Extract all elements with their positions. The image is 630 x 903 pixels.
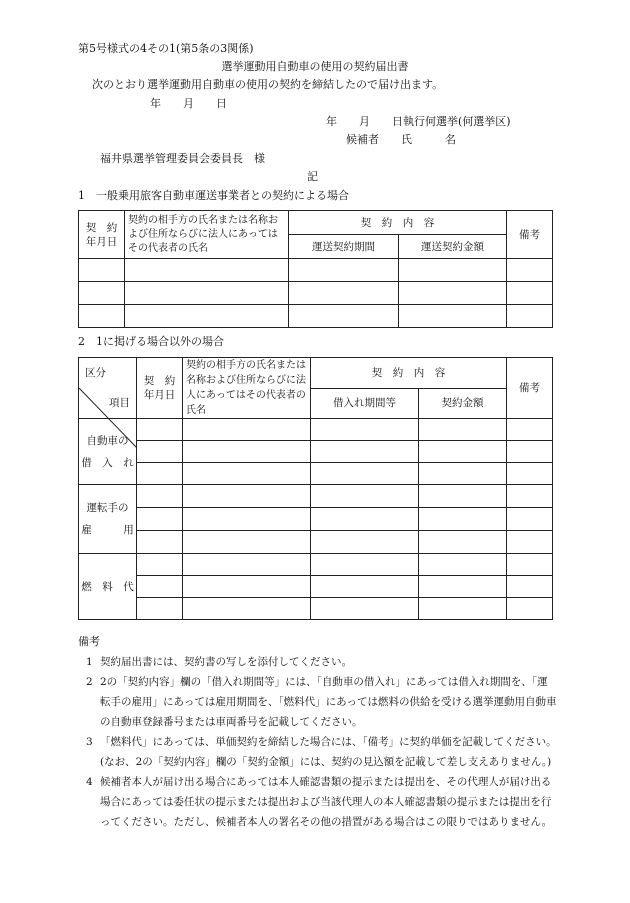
addressee: 福井県選挙管理委員会委員長 様 (100, 152, 265, 165)
cell[interactable] (419, 508, 507, 531)
s2-header-content: 契 約 内 容 (311, 358, 507, 389)
cell[interactable] (183, 419, 311, 441)
note-text: 契約届出書には、契約書の写しを添付してください。 (100, 656, 352, 668)
cell[interactable] (311, 598, 419, 620)
cell[interactable] (183, 485, 311, 508)
table-row (79, 485, 553, 508)
s1-header-period: 運送契約期間 (289, 235, 399, 259)
cell[interactable] (125, 259, 289, 282)
note-number: 2 (86, 676, 93, 688)
cell[interactable] (311, 554, 419, 576)
cell[interactable] (507, 485, 553, 508)
cell[interactable] (137, 419, 183, 441)
cell[interactable] (507, 576, 553, 598)
cell[interactable] (137, 508, 183, 531)
table-row (79, 305, 553, 328)
s1-header-amount: 運送契約金額 (399, 235, 507, 259)
cell[interactable] (311, 485, 419, 508)
cell[interactable] (507, 531, 553, 554)
note-item (78, 652, 558, 672)
cell[interactable] (137, 441, 183, 463)
election-line: 年 月 日執行何選挙(何選挙区) (326, 115, 511, 128)
cell[interactable] (419, 576, 507, 598)
section2-heading: 2 1に掲げる場合以外の場合 (78, 335, 224, 348)
cell[interactable] (311, 508, 419, 531)
cell[interactable] (419, 554, 507, 576)
cell[interactable] (399, 282, 507, 305)
cell[interactable] (183, 531, 311, 554)
cell[interactable] (419, 531, 507, 554)
cell[interactable] (137, 598, 183, 620)
cell[interactable] (419, 598, 507, 620)
table-row (79, 576, 553, 598)
cell[interactable] (183, 598, 311, 620)
cell[interactable] (137, 576, 183, 598)
intro-text: 次のとおり選挙運動用自動車の使用の契約を締結したので届け出ます。 (92, 78, 444, 91)
table-row (79, 259, 553, 282)
cell[interactable] (311, 441, 419, 463)
s1-header-party: 契約の相手方の氏名または名称および住所ならびに法人にあってはその代表者の氏名 (125, 211, 289, 259)
cell[interactable] (79, 282, 125, 305)
document-title: 選挙運動用自動車の使用の契約届出書 (221, 60, 409, 73)
note-number: 3 (86, 736, 93, 748)
cell[interactable] (399, 259, 507, 282)
cell[interactable] (507, 259, 553, 282)
cell[interactable] (137, 554, 183, 576)
cell[interactable] (507, 441, 553, 463)
note-text: 2の「契約内容」欄の「借入れ期間等」には、「自動車の借入れ」にあっては借入れ期間を、「運転手の雇用」にあっては雇用期間を、「燃料代」にあっては燃料の供給を受ける選挙運動用自動車の自動車登録番号または車両番号を記載してください。 (100, 676, 557, 728)
table-row (79, 419, 553, 441)
cell[interactable] (507, 508, 553, 531)
note-number: 1 (86, 656, 93, 668)
cell[interactable] (137, 485, 183, 508)
cell[interactable] (289, 259, 399, 282)
notes-list (78, 652, 558, 832)
cell[interactable] (419, 419, 507, 441)
table-row (79, 531, 553, 554)
s2-header-period: 借入れ期間等 (311, 388, 419, 419)
diag-item-label: 項目 (109, 397, 130, 409)
table-row (79, 508, 553, 531)
cell[interactable] (183, 554, 311, 576)
cell[interactable] (79, 259, 125, 282)
cell[interactable] (419, 441, 507, 463)
table-row (79, 282, 553, 305)
cell[interactable] (125, 305, 289, 328)
note-item (78, 672, 558, 732)
table-row (79, 463, 553, 485)
cell[interactable] (507, 554, 553, 576)
ki-marker: 記 (307, 170, 318, 183)
section2-table (78, 357, 553, 620)
note-item (78, 732, 558, 772)
s2-header-amount: 契約金額 (419, 388, 507, 419)
cell[interactable] (125, 282, 289, 305)
section1-table (78, 210, 553, 328)
s2-header-date: 契 約 年月日 (137, 358, 183, 419)
s2-header-remarks: 備考 (507, 358, 553, 419)
cell[interactable] (507, 598, 553, 620)
cell[interactable] (289, 305, 399, 328)
cell[interactable] (419, 463, 507, 485)
row-label-fuel: 燃 料 代 (79, 554, 137, 620)
cell[interactable] (137, 463, 183, 485)
section1-heading: 1 一般乗用旅客自動車運送事業者との契約による場合 (78, 189, 349, 202)
cell[interactable] (507, 419, 553, 441)
table-row (79, 598, 553, 620)
cell[interactable] (183, 508, 311, 531)
cell[interactable] (507, 282, 553, 305)
notes-heading: 備考 (78, 635, 100, 648)
submission-date: 年 月 日 (150, 97, 227, 110)
note-number: 4 (86, 776, 93, 788)
note-text: 「燃料代」にあっては、単価契約を締結した場合には、「備考」に契約単価を記載してください。(なお、2の「契約内容」欄の「契約金額」には、契約の見込額を記載して差し支えありません。) (100, 736, 557, 768)
cell[interactable] (183, 463, 311, 485)
diag-category-label: 区分 (85, 367, 106, 379)
cell[interactable] (311, 576, 419, 598)
row-label-driver: 運転手の 雇 用 (79, 485, 137, 554)
s1-header-remarks: 備考 (507, 211, 553, 259)
cell[interactable] (507, 305, 553, 328)
note-text: 候補者本人が届け出る場合にあっては本人確認書類の提示または提出を、その代理人が届け出る場合にあっては委任状の提示または提出および当該代理人の本人確認書類の提示または提出を行ってください。ただし、候補者本人の署名その他の措置がある場合はこの限りではありません。 (100, 776, 553, 828)
s2-diagonal-header (79, 358, 137, 419)
note-item (78, 772, 558, 832)
cell[interactable] (137, 531, 183, 554)
cell[interactable] (289, 282, 399, 305)
s1-header-date: 契 約 年月日 (79, 211, 125, 259)
s1-header-content: 契 約 内 容 (289, 211, 507, 235)
cell[interactable] (183, 441, 311, 463)
cell[interactable] (79, 305, 125, 328)
cell[interactable] (419, 485, 507, 508)
cell[interactable] (507, 463, 553, 485)
cell[interactable] (183, 576, 311, 598)
table-row (79, 554, 553, 576)
form-number: 第5号様式の4その1(第5条の3関係) (78, 42, 254, 55)
row-label-car-rental: 自動車の 借 入 れ (79, 419, 137, 485)
cell[interactable] (311, 419, 419, 441)
cell[interactable] (311, 531, 419, 554)
s2-header-party: 契約の相手方の氏名または名称および住所ならびに法人にあってはその代表者の氏名 (183, 358, 311, 419)
table-row (79, 441, 553, 463)
cell[interactable] (311, 463, 419, 485)
cell[interactable] (399, 305, 507, 328)
candidate-name-line: 候補者 氏 名 (346, 133, 456, 146)
